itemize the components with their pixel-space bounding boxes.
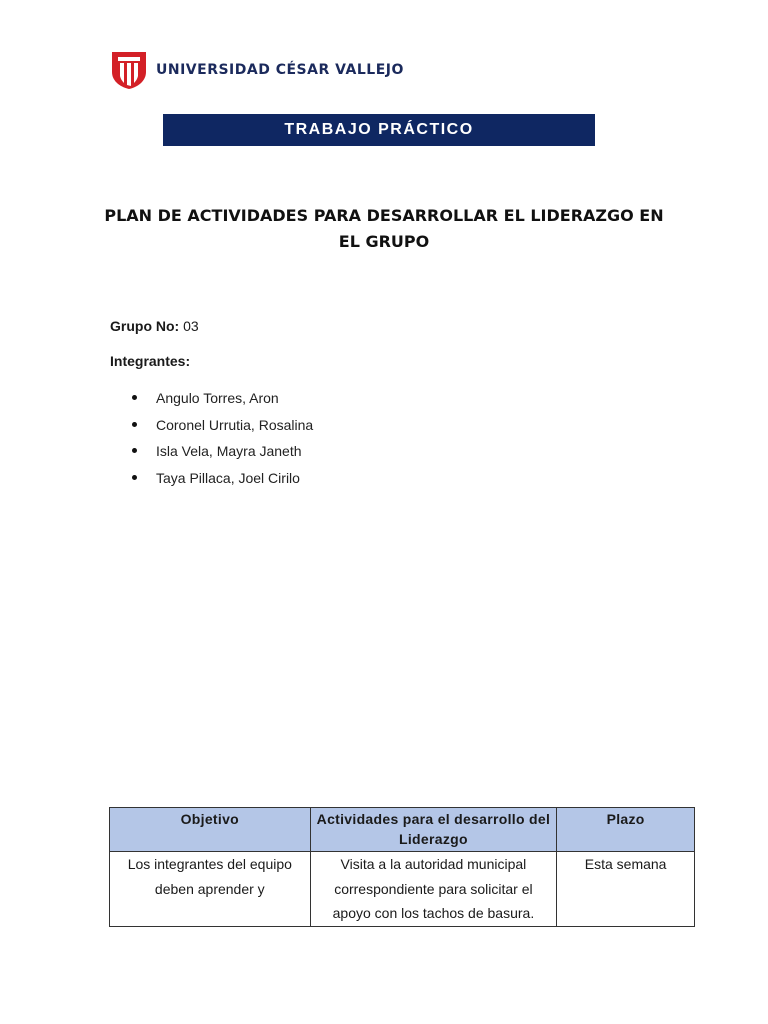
- university-name: UNIVERSIDAD CÉSAR VALLEJO: [156, 62, 404, 78]
- cell-objetivo: [110, 852, 311, 927]
- document-title: [100, 203, 668, 255]
- members-list: [110, 386, 313, 493]
- cell-text: correspondiente para solicitar el: [334, 880, 533, 897]
- table-row: [110, 852, 695, 927]
- cell-actividad: [310, 852, 557, 927]
- bullet-icon: [132, 422, 137, 427]
- university-logo: [110, 50, 404, 90]
- cell-text: deben aprender y: [154, 880, 265, 897]
- table-header-row: [110, 808, 695, 852]
- bullet-icon: [132, 475, 137, 480]
- ucv-shield-icon: [110, 50, 148, 90]
- member-name: Taya Pillaca, Joel Cirilo: [156, 470, 300, 487]
- bullet-icon: [132, 448, 137, 453]
- cell-plazo: Esta semana: [557, 852, 695, 927]
- banner-title: TRABAJO PRÁCTICO: [163, 114, 595, 146]
- list-item: [110, 413, 313, 440]
- cell-text: Visita a la autoridad municipal: [340, 856, 527, 872]
- group-number: [110, 318, 199, 334]
- members-label: Integrantes:: [110, 353, 191, 369]
- cell-text: apoyo con los tachos de basura.: [332, 905, 535, 921]
- member-name: Coronel Urrutia, Rosalina: [156, 416, 314, 433]
- group-label: Grupo No:: [110, 318, 180, 334]
- title-line-2: EL GRUPO: [338, 232, 430, 251]
- member-name: Isla Vela, Mayra Janeth: [156, 443, 302, 460]
- column-header-actividades: Actividades para el desarrollo del Liderazgo: [310, 808, 557, 852]
- list-item: [110, 439, 313, 466]
- members-heading: [110, 353, 190, 369]
- member-name: Angulo Torres, Aron: [156, 390, 279, 406]
- column-header-objetivo: Objetivo: [110, 808, 311, 852]
- bullet-icon: [132, 395, 137, 400]
- activities-table: [109, 807, 695, 927]
- cell-text: Los integrantes del equipo: [127, 856, 292, 872]
- list-item: [110, 386, 313, 413]
- list-item: [110, 466, 313, 493]
- title-line-1: PLAN DE ACTIVIDADES PARA DESARROLLAR EL LIDERAZGO EN: [104, 206, 664, 225]
- group-value: 03: [183, 318, 199, 334]
- column-header-plazo: Plazo: [557, 808, 695, 852]
